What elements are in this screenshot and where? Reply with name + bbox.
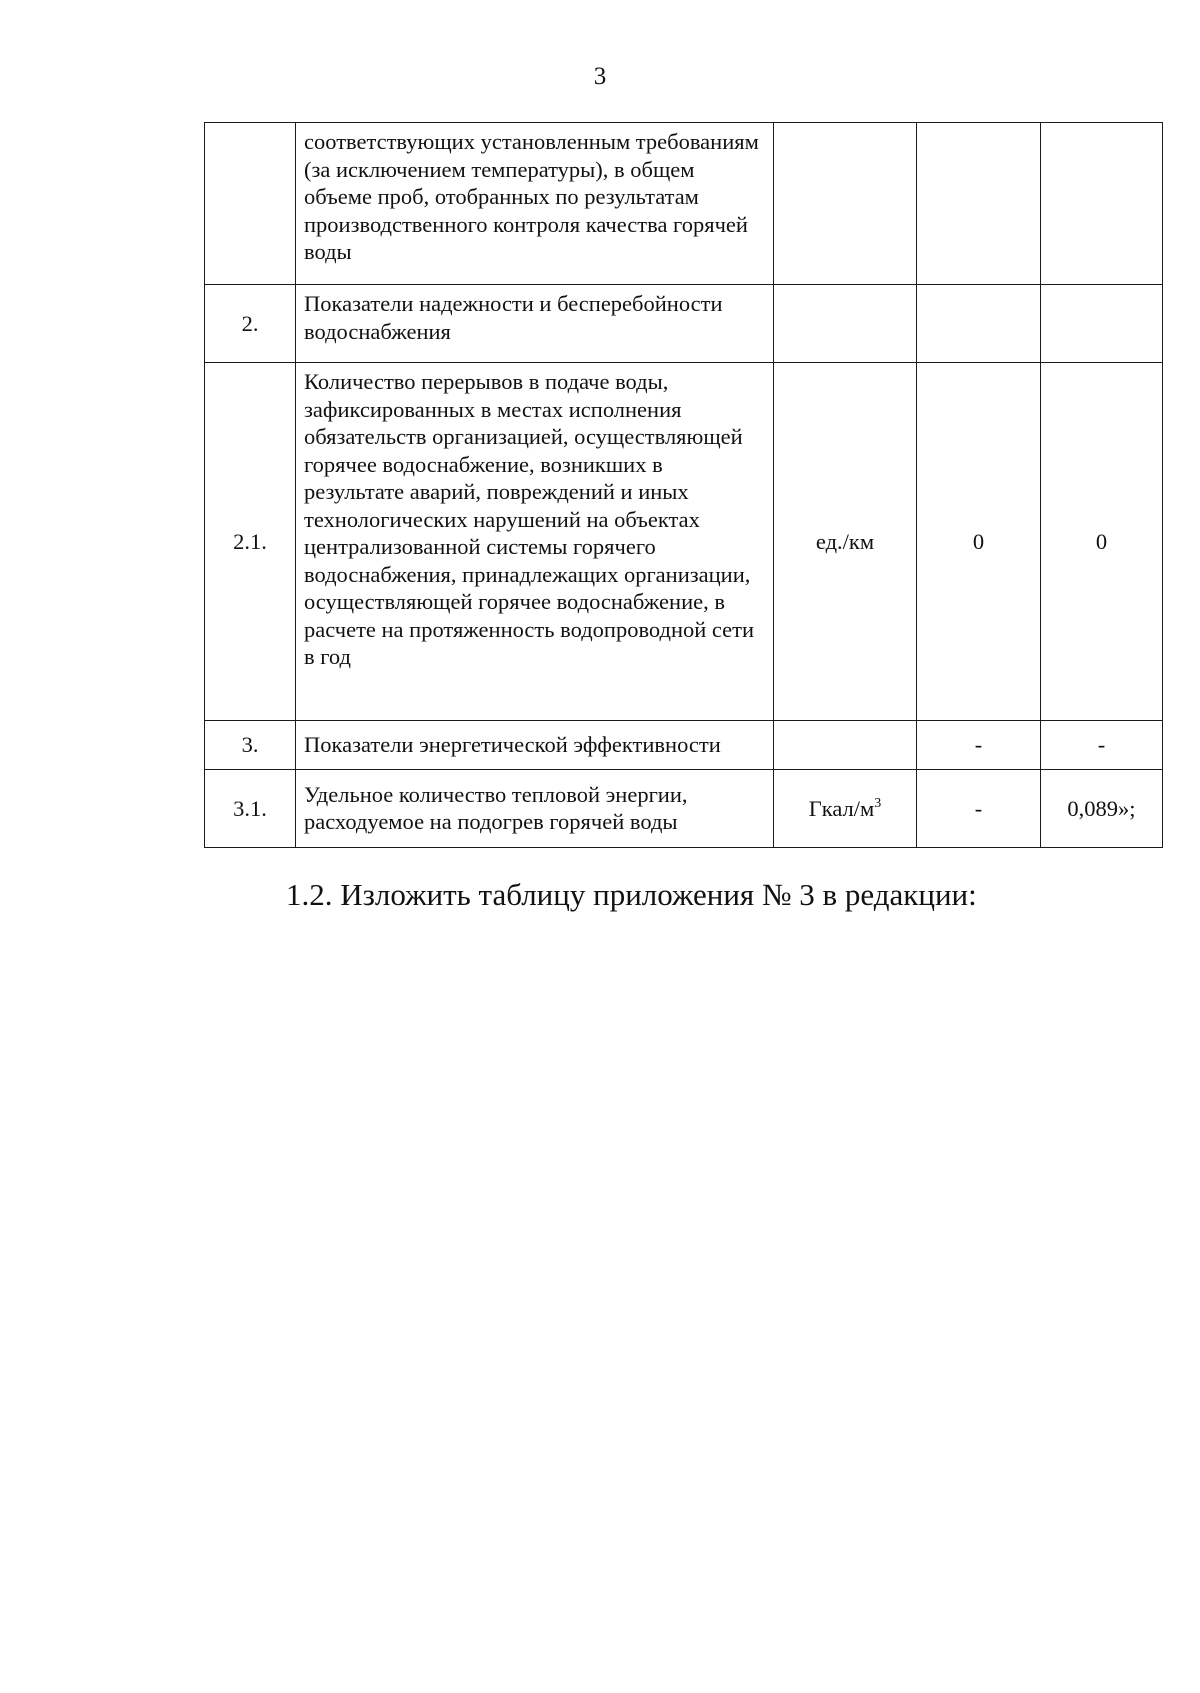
indicator-name: Показатели энергетической эффективности (296, 721, 774, 770)
value-cell-1: 0 (917, 363, 1041, 721)
indicator-name: Показатели надежности и бесперебойности водоснабжения (296, 285, 774, 363)
indicator-name: Количество перерывов в подаче воды, зафиксированных в местах исполнения обязательств организацией, осуществляющей горячее водоснабжение, возникших в результате аварий, повреждений и иных технологических нарушений на объектах централизованной системы горячего водоснабжения, принадлежащих организации, осуществляющей горячее водоснабжение, в расчете на протяженность водопроводной сети в год (296, 363, 774, 721)
value-cell-1: - (917, 721, 1041, 770)
unit-text: Гкал/м (808, 795, 875, 821)
unit-cell (774, 721, 917, 770)
value-cell-1: - (917, 770, 1041, 848)
row-number: 3. (205, 721, 296, 770)
table-row (205, 363, 1163, 721)
indicator-name: соответствующих установленным требованиям (за исключением температуры), в общем объеме проб, отобранных по результатам производственного контроля качества горячей воды (296, 123, 774, 285)
value-cell-2: 0 (1041, 363, 1163, 721)
row-number (205, 123, 296, 285)
unit-cell (774, 123, 917, 285)
value-cell-1 (917, 123, 1041, 285)
value-cell-2 (1041, 285, 1163, 363)
value-cell-2: - (1041, 721, 1163, 770)
row-number: 2.1. (205, 363, 296, 721)
indicators-table (204, 122, 1163, 848)
unit-cell (774, 770, 917, 848)
row-number: 3.1. (205, 770, 296, 848)
unit-exponent: 3 (874, 795, 882, 811)
table-row (205, 123, 1163, 285)
indicator-name: Удельное количество тепловой энергии, расходуемое на подогрев горячей воды (296, 770, 774, 848)
unit-cell (774, 285, 917, 363)
table-row (205, 721, 1163, 770)
table-row (205, 770, 1163, 848)
table-row (205, 285, 1163, 363)
page-number: 3 (593, 63, 607, 90)
value-cell-2: 0,089»; (1041, 770, 1163, 848)
unit-cell: ед./км (774, 363, 917, 721)
row-number: 2. (205, 285, 296, 363)
amendment-instruction: 1.2. Изложить таблицу приложения № 3 в редакции: (286, 877, 977, 912)
value-cell-1 (917, 285, 1041, 363)
value-cell-2 (1041, 123, 1163, 285)
